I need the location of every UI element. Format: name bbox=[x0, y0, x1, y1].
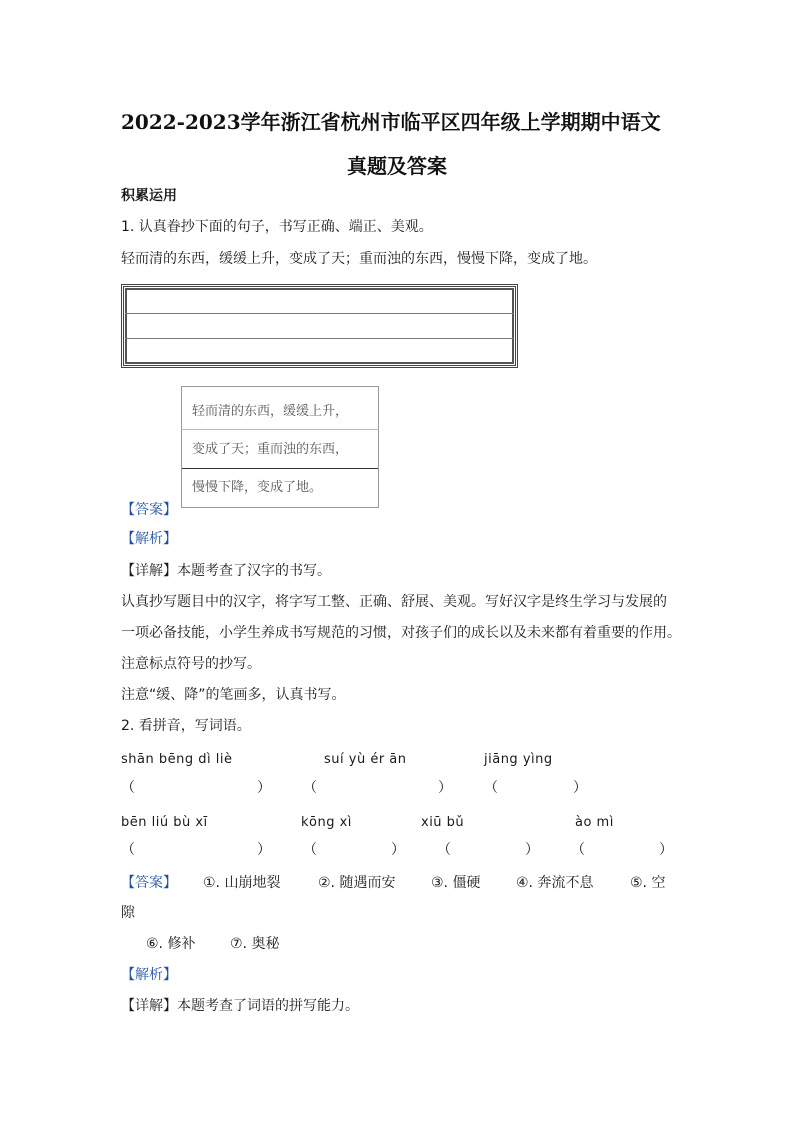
answer-paren-close: ） bbox=[573, 780, 587, 796]
q2-answer-item: ③. 僵硬 bbox=[431, 875, 481, 891]
q1-paragraph-3: 注意标点符号的抄写。 bbox=[121, 656, 261, 672]
answer-paren-open: （ bbox=[437, 842, 451, 858]
q2-answer-tag: 【答案】 bbox=[121, 875, 177, 891]
pinyin-item: shān bēng dì liè bbox=[121, 752, 233, 767]
answer-paren-close: ） bbox=[257, 780, 271, 796]
q2-answer-item: ①. 山崩地裂 bbox=[203, 875, 281, 891]
answer-paren-open: （ bbox=[571, 842, 585, 858]
answer-paren-open: （ bbox=[303, 842, 317, 858]
q2-answer-item: ⑥. 修补 bbox=[146, 936, 196, 952]
pinyin-item: xiū bǔ bbox=[421, 815, 465, 830]
writing-box-inner bbox=[125, 288, 514, 364]
q1-answer-tag: 【答案】 bbox=[121, 502, 177, 518]
q1-analysis-tag: 【解析】 bbox=[121, 531, 177, 547]
q1-paragraph-4: 注意“缓、降”的笔画多，认真书写。 bbox=[121, 687, 346, 703]
q2-analysis-tag: 【解析】 bbox=[121, 967, 177, 983]
pinyin-item: kōng xì bbox=[301, 815, 352, 830]
pinyin-item: jiāng yìng bbox=[484, 752, 553, 767]
answer-paren-close: ） bbox=[525, 842, 539, 858]
document-title-line1: 2022-2023学年浙江省杭州市临平区四年级上学期期中语文 bbox=[121, 110, 661, 134]
writing-line bbox=[125, 338, 514, 339]
pinyin-item: bēn liú bù xī bbox=[121, 815, 208, 830]
answer-divider bbox=[182, 429, 378, 430]
q2-detail: 【详解】本题考查了词语的拼写能力。 bbox=[121, 998, 359, 1014]
q2-answer-item: ⑤. 空 bbox=[630, 875, 666, 891]
answer-paren-close: ） bbox=[391, 842, 405, 858]
answer-line-2: 变成了天；重而浊的东西， bbox=[192, 442, 349, 457]
answer-line-1: 轻而清的东西，缓缓上升， bbox=[192, 404, 349, 419]
q1-detail: 【详解】本题考查了汉字的书写。 bbox=[121, 563, 331, 579]
answer-paren-open: （ bbox=[303, 780, 317, 796]
writing-line bbox=[125, 313, 514, 314]
answer-divider bbox=[182, 468, 378, 469]
answer-paren-close: ） bbox=[257, 842, 271, 858]
pinyin-item: ào mì bbox=[575, 815, 614, 830]
q2-prompt: 2. 看拼音，写词语。 bbox=[121, 718, 251, 734]
answer-image-box bbox=[181, 386, 379, 508]
q1-sentence: 轻而清的东西，缓缓上升，变成了天；重而浊的东西，慢慢下降，变成了地。 bbox=[121, 251, 597, 267]
q1-paragraph-2: 一项必备技能，小学生养成书写规范的习惯，对孩子们的成长以及未来都有着重要的作用。 bbox=[121, 625, 681, 641]
answer-line-3: 慢慢下降，变成了地。 bbox=[192, 480, 323, 495]
q1-prompt: 1. 认真眷抄下面的句子，书写正确、端正、美观。 bbox=[121, 219, 433, 235]
answer-paren-open: （ bbox=[484, 780, 498, 796]
answer-paren-close: ） bbox=[659, 842, 673, 858]
answer-paren-close: ） bbox=[438, 780, 452, 796]
section-heading: 积累运用 bbox=[121, 188, 177, 204]
q2-answer-wrap: 隙 bbox=[121, 905, 135, 921]
q2-answer-item: ④. 奔流不息 bbox=[516, 875, 594, 891]
answer-paren-open: （ bbox=[121, 842, 135, 858]
q2-answer-item: ⑦. 奥秘 bbox=[230, 936, 280, 952]
q2-answer-item: ②. 随遇而安 bbox=[318, 875, 396, 891]
q1-paragraph-1: 认真抄写题目中的汉字，将字写工整、正确、舒展、美观。写好汉字是终生学习与发展的 bbox=[121, 594, 667, 610]
answer-paren-open: （ bbox=[121, 780, 135, 796]
pinyin-item: suí yù ér ān bbox=[324, 752, 407, 767]
document-title-line2: 真题及答案 bbox=[347, 154, 447, 178]
